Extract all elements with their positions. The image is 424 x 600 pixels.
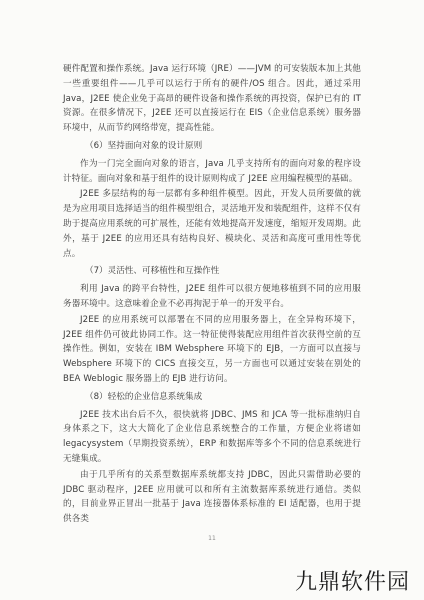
paragraph-multitier: J2EE 多层结构的每一层都有多种组件模型。因此，开发人员所要做的就是为应用项目选择适当的组件模型组合，灵活地开发和装配组件，这样不仅有助于提高应用系统的可扩展性，还能有效地提高开发速度，缩短开发周期。此外，基于 J2EE 的应用还具有结构良好、模块化、灵活和高度可重用性等优点。 xyxy=(63,189,361,259)
page-number: 11 xyxy=(208,535,216,542)
paragraph-interoperability: J2EE 的应用系统可以部署在不同的应用服务器上，在全异构环境下，J2EE 组件仍可彼此协同工作。这一特征使得装配应用组件首次获得空前的互操作性。例如，安装在 IBM Websphere 环境下的 EJB，一方面可以直接与 Websphere 环境下的 CICS 直接交互，另一方面也可以通过安装在别处的 BEA Weblogic 服务器上的 EJB 进行访问。 xyxy=(63,314,361,384)
heading-flexibility: （7）灵活性、可移植性和互操作性 xyxy=(85,266,220,277)
heading-object-oriented: （6）坚持面向对象的设计原则 xyxy=(85,140,203,151)
paragraph-standards: J2EE 技术出台后不久，很快就将 JDBC、JMS 和 JCA 等一批标准纳归自身体系之下，这大大简化了企业信息系统整合的工作量，方便企业将诸如 legacysystem（早期投资系统），ERP 和数据库等多个不同的信息系统进行无缝集成。 xyxy=(63,409,361,464)
site-watermark: 九鼎软件园 xyxy=(294,570,410,595)
paragraph-jdbc: 由于几乎所有的关系型数据库系统都支持 JDBC，因此只需借助必要的 JDBC 驱动程序，J2EE 应用就可以和所有主流数据库系统进行通信。类似的，目前业界正冒出一批基于 Java 连接器体系标准的 EI 适配器，也用于提供各类 xyxy=(63,469,361,525)
document-body xyxy=(63,62,361,528)
paragraph-java-oo: 作为一门完全面向对象的语言，Java 几乎支持所有的面向对象的程序设计特征。面向对象和基于组件的设计原则构成了 J2EE 应用编程模型的基础。 xyxy=(63,158,361,184)
paragraph-hardware: 硬件配置和操作系统。Java 运行环境（JRE）——JVM 的可安装版本加上其他一些重要组件——几乎可以运行于所有的硬件/OS 组合。因此，通过采用 Java，J2EE 使企业免于高昂的硬件设备和操作系统的再投资，保护已有的 IT 资源。在很多情况下，J2EE 还可以直接运行在 EIS（企业信息系统）服务器环境中，从而节约网络带宽，提高性能。 xyxy=(63,64,362,134)
paragraph-cross-platform: 利用 Java 的跨平台特性，J2EE 组件可以很方便地移植到不同的应用服务器环境中。这意味着企业不必再拘泥于单一的开发平台。 xyxy=(63,284,361,309)
heading-eis-integration: （8）轻松的企业信息系统集成 xyxy=(85,391,203,402)
